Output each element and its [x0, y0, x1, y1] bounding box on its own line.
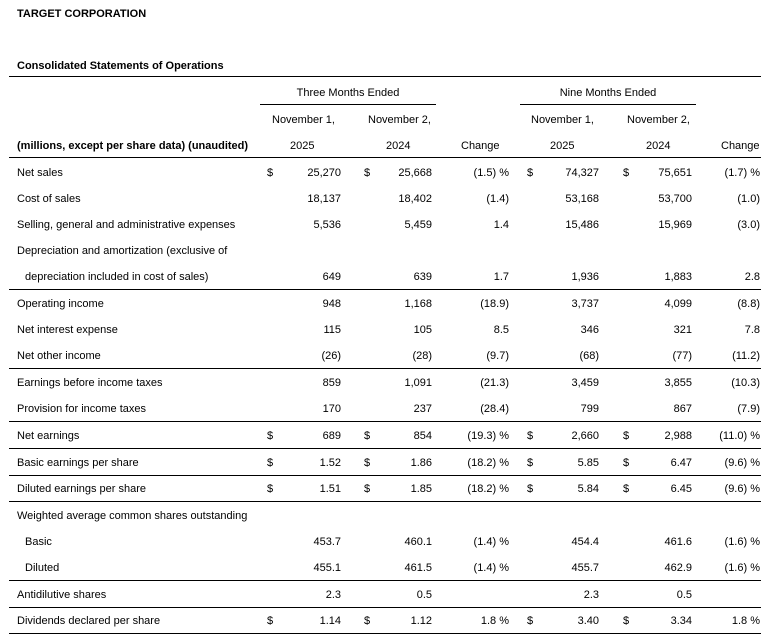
table-row [9, 264, 761, 290]
table-row [9, 160, 761, 186]
cell-q1: 649 [322, 271, 341, 283]
q-prev-year-header: 2024 [386, 140, 411, 152]
cell-qc: (18.2) % [467, 483, 509, 495]
cell-n1: 454.4 [571, 536, 599, 548]
cell-n1: 2,660 [571, 430, 599, 442]
cell-q2: 105 [413, 324, 432, 336]
cell-qc: (1.5) % [473, 167, 509, 179]
cell-n2: 15,969 [658, 219, 692, 231]
cell-nc: (8.8) [737, 298, 760, 310]
cell-n1: 2.3 [583, 589, 599, 601]
cell-d2 [364, 582, 376, 608]
cell-d4: $ [623, 615, 630, 627]
cell-q2: (28) [412, 350, 432, 362]
cell-d3 [527, 238, 539, 264]
cell-n1: 455.7 [571, 562, 599, 574]
cell-d4: $ [623, 483, 630, 495]
cell-q1: 5,536 [313, 219, 341, 231]
cell-q2: 5,459 [404, 219, 432, 231]
header-rule [9, 157, 761, 158]
cell-d1 [267, 555, 279, 581]
row-label: Diluted earnings per share [17, 483, 147, 495]
cell-n2: 2,988 [664, 430, 692, 442]
table-row [9, 238, 761, 264]
row-label: Provision for income taxes [17, 403, 146, 415]
cell-n2: 4,099 [664, 298, 692, 310]
cell-n1: 799 [580, 403, 599, 415]
table-row [9, 186, 761, 212]
cell-qc: 8.5 [493, 324, 509, 336]
cell-q2: 18,402 [398, 193, 432, 205]
cell-d2: $ [364, 457, 371, 469]
cell-d4 [623, 186, 635, 212]
cell-n2: 3,855 [664, 377, 692, 389]
cell-qc: (18.9) [480, 298, 509, 310]
cell-d3 [527, 503, 539, 529]
cell-d3: $ [527, 457, 534, 469]
cell-n1: 5.85 [577, 457, 599, 469]
cell-d3: $ [527, 430, 534, 442]
cell-q1 [289, 503, 341, 529]
cell-d3 [527, 212, 539, 238]
cell-d2 [364, 186, 376, 212]
cell-n1 [544, 503, 599, 529]
table-row [9, 529, 761, 555]
cell-nc: (9.6) % [724, 483, 760, 495]
cell-d1: $ [267, 457, 274, 469]
cell-q1: 1.14 [319, 615, 341, 627]
cell-qc: (1.4) % [473, 536, 509, 548]
cell-q1: 18,137 [307, 193, 341, 205]
cell-n2: 75,651 [658, 167, 692, 179]
cell-n2: 0.5 [676, 589, 692, 601]
cell-d1 [267, 212, 279, 238]
cell-nc: (1.6) % [724, 536, 760, 548]
cell-d1 [267, 186, 279, 212]
cell-q2: 237 [413, 403, 432, 415]
cell-d2 [364, 555, 376, 581]
cell-q2 [379, 238, 432, 264]
cell-nc: 1.8 % [731, 615, 760, 627]
cell-d4: $ [623, 430, 630, 442]
top-rule [9, 76, 761, 77]
cell-d4 [623, 343, 635, 369]
cell-q1 [289, 238, 341, 264]
cell-nc: (3.0) [737, 219, 760, 231]
n-cur-date-header: November 1, [531, 114, 594, 126]
cell-d3 [527, 343, 539, 369]
cell-d2 [364, 291, 376, 317]
cell-qc: (9.7) [486, 350, 509, 362]
cell-q1: 948 [322, 298, 341, 310]
cell-q1: 1.51 [319, 483, 341, 495]
row-label: Earnings before income taxes [17, 377, 163, 389]
cell-q1: 1.52 [319, 457, 341, 469]
cell-d2: $ [364, 167, 371, 179]
cell-d4 [623, 396, 635, 422]
row-label: Weighted average common shares outstanding [17, 510, 248, 522]
cell-d3: $ [527, 483, 534, 495]
cell-q2: 1.12 [410, 615, 432, 627]
cell-d2 [364, 370, 376, 396]
cell-d1: $ [267, 167, 274, 179]
cell-d1 [267, 582, 279, 608]
cell-d2 [364, 238, 376, 264]
n-prev-date-header: November 2, [627, 114, 690, 126]
cell-d3: $ [527, 167, 534, 179]
cell-n1: 74,327 [565, 167, 599, 179]
cell-d1: $ [267, 430, 274, 442]
cell-nc: (1.0) [737, 193, 760, 205]
cell-q2: 1,168 [404, 298, 432, 310]
cell-d3 [527, 291, 539, 317]
n-cur-year-header: 2025 [550, 140, 575, 152]
table-row [9, 608, 761, 634]
table-row [9, 582, 761, 608]
cell-qc: (1.4) [486, 193, 509, 205]
cell-nc: (9.6) % [724, 457, 760, 469]
cell-q1: 170 [322, 403, 341, 415]
cell-q2: 25,668 [398, 167, 432, 179]
table-row [9, 396, 761, 422]
row-label: Net sales [17, 167, 63, 179]
cell-q1: 455.1 [313, 562, 341, 574]
cell-nc: (11.2) [732, 350, 760, 362]
cell-d1 [267, 264, 279, 290]
cell-nc [709, 582, 760, 608]
cell-nc: 7.8 [744, 324, 760, 336]
cell-d1 [267, 396, 279, 422]
row-label: Basic earnings per share [17, 457, 139, 469]
cell-d4 [623, 212, 635, 238]
row-label: Depreciation and amortization (exclusive of [17, 245, 228, 257]
cell-d1: $ [267, 483, 274, 495]
cell-d2 [364, 343, 376, 369]
table-row [9, 423, 761, 449]
cell-q2: 461.5 [404, 562, 432, 574]
cell-d3 [527, 555, 539, 581]
row-label: Operating income [17, 298, 104, 310]
cell-qc: 1.7 [493, 271, 509, 283]
cell-qc: 1.4 [493, 219, 509, 231]
cell-d1 [267, 503, 279, 529]
cell-nc: 2.8 [744, 271, 760, 283]
cell-n1: 53,168 [565, 193, 599, 205]
cell-nc [709, 503, 760, 529]
cell-qc: (1.4) % [473, 562, 509, 574]
table-row [9, 370, 761, 396]
nine-months-underline [520, 104, 696, 105]
cell-d2 [364, 503, 376, 529]
cell-n1: 346 [580, 324, 599, 336]
cell-d1 [267, 291, 279, 317]
three-months-underline [260, 104, 436, 105]
cell-d2: $ [364, 615, 371, 627]
cell-n2 [639, 503, 692, 529]
cell-n2: 867 [673, 403, 692, 415]
table-row [9, 450, 761, 476]
cell-q1: (26) [321, 350, 341, 362]
cell-d4 [623, 291, 635, 317]
cell-d3 [527, 396, 539, 422]
cell-nc [709, 238, 760, 264]
cell-nc: (10.3) [731, 377, 760, 389]
cell-d2: $ [364, 430, 371, 442]
cell-d1 [267, 317, 279, 343]
table-row [9, 555, 761, 581]
q-cur-date-header: November 1, [272, 114, 335, 126]
table-row [9, 291, 761, 317]
cell-nc: (11.0) % [719, 430, 760, 442]
cell-nc: (1.6) % [724, 562, 760, 574]
cell-d1 [267, 370, 279, 396]
cell-d2 [364, 396, 376, 422]
table-row [9, 503, 761, 529]
cell-n2 [639, 238, 692, 264]
cell-q1: 453.7 [313, 536, 341, 548]
cell-qc: (21.3) [480, 377, 509, 389]
cell-n2: (77) [672, 350, 692, 362]
cell-q2: 854 [413, 430, 432, 442]
cell-d4 [623, 503, 635, 529]
table-row [9, 317, 761, 343]
cell-q1: 689 [322, 430, 341, 442]
cell-d1: $ [267, 615, 274, 627]
cell-n2: 6.45 [670, 483, 692, 495]
cell-n2: 321 [673, 324, 692, 336]
cell-d4 [623, 317, 635, 343]
cell-d4 [623, 555, 635, 581]
cell-qc: (28.4) [480, 403, 509, 415]
cell-n1: 3,737 [571, 298, 599, 310]
company-name: TARGET CORPORATION [17, 8, 147, 20]
cell-d2 [364, 264, 376, 290]
cell-q1: 2.3 [325, 589, 341, 601]
cell-n1: (68) [579, 350, 599, 362]
cell-n1: 3.40 [577, 615, 599, 627]
cell-q2: 1,091 [404, 377, 432, 389]
row-label: Diluted [25, 562, 60, 574]
cell-d1 [267, 529, 279, 555]
cell-d4: $ [623, 167, 630, 179]
cell-q2: 0.5 [416, 589, 432, 601]
cell-n1: 3,459 [571, 377, 599, 389]
cell-d3 [527, 370, 539, 396]
cell-q2: 1.86 [410, 457, 432, 469]
cell-d2 [364, 317, 376, 343]
cell-nc: (1.7) % [724, 167, 760, 179]
three-months-header: Three Months Ended [296, 87, 400, 99]
cell-d3 [527, 186, 539, 212]
cell-n1: 1,936 [571, 271, 599, 283]
cell-n1: 15,486 [565, 219, 599, 231]
row-label: Net earnings [17, 430, 80, 442]
table-row [9, 212, 761, 238]
cell-d3 [527, 317, 539, 343]
cell-d3: $ [527, 615, 534, 627]
cell-n1 [544, 238, 599, 264]
n-prev-year-header: 2024 [646, 140, 671, 152]
cell-d2 [364, 212, 376, 238]
cell-d4 [623, 370, 635, 396]
cell-qc: (19.3) % [467, 430, 509, 442]
cell-d2: $ [364, 483, 371, 495]
cell-nc: (7.9) [737, 403, 760, 415]
cell-qc [449, 238, 509, 264]
row-label: Basic [25, 536, 52, 548]
cell-qc [449, 503, 509, 529]
row-label: Net other income [17, 350, 101, 362]
cell-n2: 6.47 [670, 457, 692, 469]
cell-n2: 3.34 [670, 615, 692, 627]
cell-qc: (18.2) % [467, 457, 509, 469]
q-prev-date-header: November 2, [368, 114, 431, 126]
cell-d1 [267, 238, 279, 264]
cell-d1 [267, 343, 279, 369]
cell-q2: 639 [413, 271, 432, 283]
cell-q2 [379, 503, 432, 529]
cell-d3 [527, 529, 539, 555]
nine-months-header: Nine Months Ended [559, 87, 657, 99]
cell-q2: 1.85 [410, 483, 432, 495]
cell-qc: 1.8 % [480, 615, 509, 627]
cell-d4 [623, 582, 635, 608]
cell-n2: 53,700 [658, 193, 692, 205]
cell-q2: 460.1 [404, 536, 432, 548]
cell-d4 [623, 238, 635, 264]
row-label: Cost of sales [17, 193, 81, 205]
table-row [9, 343, 761, 369]
q-cur-year-header: 2025 [290, 140, 315, 152]
cell-n2: 462.9 [664, 562, 692, 574]
cell-d4 [623, 264, 635, 290]
q-change-header: Change [461, 140, 500, 152]
cell-n2: 461.6 [664, 536, 692, 548]
cell-d3 [527, 264, 539, 290]
row-label: depreciation included in cost of sales) [25, 271, 209, 283]
cell-d4 [623, 529, 635, 555]
table-row [9, 476, 761, 502]
row-label: Net interest expense [17, 324, 118, 336]
cell-qc [449, 582, 509, 608]
cell-n1: 5.84 [577, 483, 599, 495]
cell-d4: $ [623, 457, 630, 469]
cell-d3 [527, 582, 539, 608]
n-change-header: Change [721, 140, 760, 152]
row-label: Dividends declared per share [17, 615, 161, 627]
row-label: Selling, general and administrative expenses [17, 219, 236, 231]
cell-n2: 1,883 [664, 271, 692, 283]
cell-q1: 115 [323, 324, 341, 336]
cell-q1: 859 [322, 377, 341, 389]
column-label-header: (millions, except per share data) (unaudited) [17, 140, 249, 152]
row-label: Antidilutive shares [17, 589, 107, 601]
statement-title: Consolidated Statements of Operations [17, 60, 224, 72]
cell-q1: 25,270 [307, 167, 341, 179]
cell-d2 [364, 529, 376, 555]
